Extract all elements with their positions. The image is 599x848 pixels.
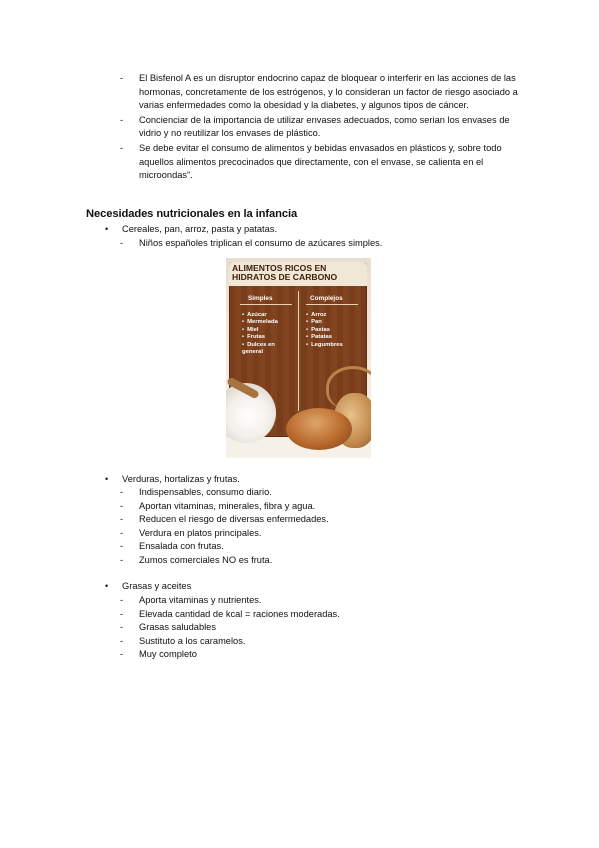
list-item: • Patatas bbox=[306, 334, 364, 341]
column-divider bbox=[298, 291, 299, 411]
list-item-text: Grasas saludables bbox=[139, 622, 216, 633]
list-item bbox=[120, 237, 519, 251]
dash-mark: - bbox=[120, 73, 124, 83]
list-item: • Pan bbox=[306, 319, 364, 326]
bullet-item bbox=[105, 223, 278, 237]
dash-mark: - bbox=[120, 608, 124, 619]
list-item: • Dulces en general bbox=[242, 342, 296, 357]
infographic-title: ALIMENTOS RICOS EN HIDRATOS DE CARBONO bbox=[232, 263, 338, 282]
dash-mark: - bbox=[120, 541, 124, 552]
dash-mark: - bbox=[120, 142, 124, 153]
list-item-text: Elevada cantidad de kcal = raciones moderadas. bbox=[139, 608, 340, 619]
list-item: • Mermelada bbox=[242, 319, 296, 326]
list-item bbox=[120, 486, 519, 500]
list-item-text: Reducen el riesgo de diversas enfermedades. bbox=[139, 514, 329, 525]
list-item bbox=[120, 500, 519, 514]
list-item-text: El Bisfenol A es un disruptor endocrino capaz de bloquear o interferir en las acciones de las hormonas, concretamente de los estrógenos, y lo consideran un factor de riesgo asociado a varias enfermedades como la obesidad y la diabetes, y algunos tipos de cáncer. bbox=[139, 73, 518, 111]
carbohydrates-infographic bbox=[226, 258, 371, 458]
list-item bbox=[120, 540, 519, 554]
section-heading: Necesidades nutricionales en la infancia bbox=[86, 208, 298, 220]
list-item: • Legumbres bbox=[306, 342, 364, 349]
list-item bbox=[120, 621, 519, 635]
dash-mark: - bbox=[120, 114, 124, 125]
column-header-complex: Complejos bbox=[310, 295, 343, 302]
dash-list bbox=[120, 237, 519, 251]
bread-loaf-image bbox=[286, 408, 352, 450]
bullet-text: Grasas y aceites bbox=[122, 581, 192, 591]
list-item bbox=[120, 648, 519, 662]
list-item bbox=[120, 72, 519, 113]
dash-mark: - bbox=[120, 635, 124, 646]
list-item bbox=[120, 527, 519, 541]
dash-mark: - bbox=[120, 500, 124, 511]
list-item: • Frutas bbox=[242, 334, 296, 341]
list-item bbox=[120, 594, 519, 608]
list-item-text: Concienciar de la importancia de utilizar envases adecuados, como serian los envases de vidrio y no reutilizar los envases de plástico. bbox=[139, 114, 510, 139]
dash-mark: - bbox=[120, 527, 124, 538]
list-item: • Miel bbox=[242, 327, 296, 334]
list-item bbox=[120, 142, 519, 183]
list-item bbox=[120, 635, 519, 649]
list-item-text: Se debe evitar el consumo de alimentos y bebidas envasados en plásticos y, sobre todo aquellos alimentos precocinados que directamente, con el envase, se calienta en el microondas”. bbox=[139, 142, 502, 181]
dash-mark: - bbox=[120, 595, 124, 605]
list-item-text: Verdura en platos principales. bbox=[139, 527, 262, 538]
list-item-text: Muy completo bbox=[139, 649, 197, 660]
bullet-item bbox=[105, 473, 240, 487]
list-item-text: Zumos comerciales NO es fruta. bbox=[139, 554, 273, 565]
dash-mark: - bbox=[120, 554, 124, 565]
dash-mark: - bbox=[120, 649, 124, 660]
list-item-text: Ensalada con frutas. bbox=[139, 541, 224, 552]
dash-mark: - bbox=[120, 622, 124, 633]
list-item bbox=[120, 114, 519, 141]
list-item bbox=[120, 513, 519, 527]
list-item-text: Sustituto a los caramelos. bbox=[139, 635, 246, 646]
column-header-simple: Simples bbox=[248, 295, 273, 302]
dash-list bbox=[120, 486, 519, 568]
bullet-text: Verduras, hortalizas y frutas. bbox=[122, 474, 240, 484]
simple-carbs-list bbox=[242, 312, 296, 356]
intro-dash-list bbox=[120, 72, 519, 183]
list-item: • Pastas bbox=[306, 327, 364, 334]
list-item-text: Aportan vitaminas, minerales, fibra y agua. bbox=[139, 500, 316, 511]
bullet-text: Cereales, pan, arroz, pasta y patatas. bbox=[122, 224, 278, 234]
dash-list bbox=[120, 594, 519, 662]
dash-mark: - bbox=[120, 238, 124, 248]
dash-mark: - bbox=[120, 514, 124, 525]
dash-mark: - bbox=[120, 487, 124, 497]
list-item bbox=[120, 554, 519, 568]
complex-carbs-list bbox=[306, 312, 364, 349]
bullet-mark: • bbox=[105, 581, 109, 591]
bullet-mark: • bbox=[105, 224, 109, 234]
column-underline bbox=[240, 304, 292, 305]
list-item: • Arroz bbox=[306, 312, 364, 319]
column-underline bbox=[306, 304, 358, 305]
list-item-text: Aporta vitaminas y nutrientes. bbox=[139, 595, 262, 605]
bullet-mark: • bbox=[105, 474, 109, 484]
list-item: • Azúcar bbox=[242, 312, 296, 319]
list-item-text: Niños españoles triplican el consumo de azúcares simples. bbox=[139, 238, 383, 248]
bullet-item bbox=[105, 580, 192, 594]
list-item bbox=[120, 608, 519, 622]
list-item-text: Indispensables, consumo diario. bbox=[139, 487, 272, 497]
